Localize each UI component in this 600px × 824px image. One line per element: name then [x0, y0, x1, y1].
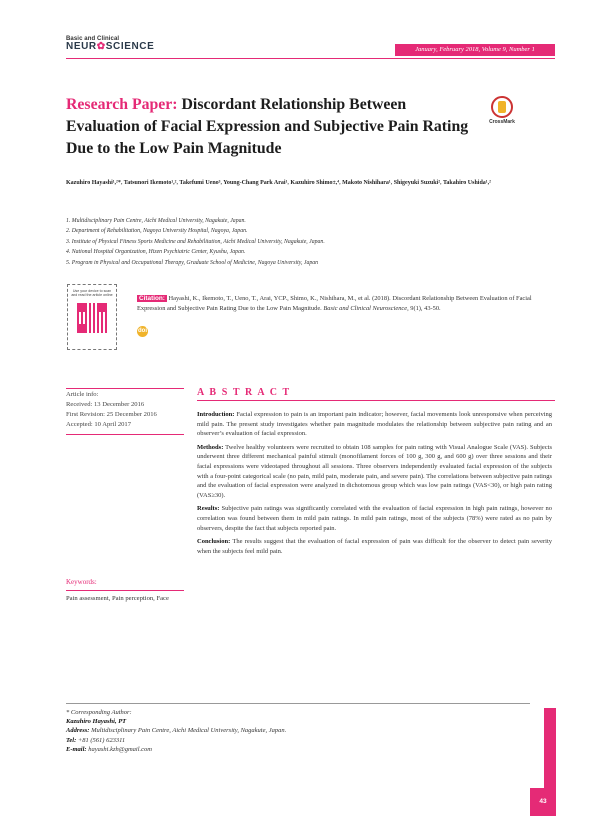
article-info [66, 390, 186, 430]
keywords-text: Pain assessment, Pain perception, Face [66, 595, 169, 602]
abstract-body [197, 410, 552, 560]
crossmark-label: CrossMark [489, 119, 515, 125]
author-name: Kazuhiro Hayashi¹,²* [66, 180, 121, 186]
page-number: 43 [530, 788, 556, 816]
abstract-results [197, 504, 552, 533]
author-name: Kazuhiro Shimo±,⁴ [290, 180, 340, 186]
affiliation-item: 1. Multidisciplinary Pain Centre, Aichi Medical University, Nagakute, Japan. [66, 218, 246, 224]
address-value: Multidisciplinary Pain Centre, Aichi Medical University, Nagakute, Japan. [89, 727, 287, 735]
corresponding-author [66, 708, 506, 754]
doi-icon[interactable]: doi [137, 326, 148, 337]
keywords-heading: Keywords: [66, 578, 97, 586]
section-text: Twelve healthy volunteers were recruited to obtain 108 samples for pain rating with Visual Analogue Scale (VAS). Subjects underwent three different mechanical painful stimuli (monofilament forces of 100 g, 300 g, and 600 g) over three sessions and their facial expressions were videotaped throughout all sessions. Three observers independently evaluated facial expression of the subjects with a four-point categorical scale (no pain, mild pain, moderate pain, and severe pain). The correlations between subjective pain ratings and the evaluation of facial expression were analyzed in dichotomous group which was low pain ratings (VAS<30), or high pain rating (VAS≥30). [197, 443, 552, 499]
section-label: Results: [197, 505, 220, 513]
email-label: E-mail: [66, 745, 87, 753]
corresponding-tel [66, 736, 506, 745]
paper-title [66, 94, 478, 160]
citation-text: Hayashi, K., Ikemoto, T., Ueno, T., Arai, YCP., Shimo, K., Nishihara, M., et al. (2018). Discordant Relationship Between Evaluation of Facial Expression and Subjective Pain Rating Due to the Low Pain Magnitude. [137, 295, 532, 312]
journal-logo-part-1: NEUR [66, 41, 97, 52]
section-text: Facial expression to pain is an important pain indicator; however, facial movements look unresponsive when perceiving mild pain. The present study investigates whether pain magnitude modulates the relationship between subjective pain rating and an observer’s evaluation of facial expression. [197, 411, 552, 438]
author-name: Shigeyuki Suzuki² [393, 180, 441, 186]
author-name: Makoto Nishihara¹ [342, 180, 391, 186]
article-info-bottom-rule [66, 434, 184, 435]
side-accent-bar [544, 708, 556, 788]
qr-box[interactable] [67, 284, 117, 350]
citation-label: Citation: [139, 295, 165, 302]
revision-date: First Revision: 25 December 2016 [66, 411, 157, 418]
crossmark-badge[interactable] [485, 96, 519, 125]
address-label: Address: [66, 727, 90, 735]
qr-caption: Use your device to scan and read the article online [71, 289, 113, 298]
author-name: Tatsunori Ikemoto¹,² [123, 180, 177, 186]
abstract-heading: A B S T R A C T [197, 387, 291, 398]
journal-logo [66, 36, 154, 52]
crossmark-icon [491, 96, 513, 118]
accepted-date: Accepted: 10 April 2017 [66, 421, 132, 428]
author-name: Kazuhiro Hayashi, PT [66, 718, 127, 726]
section-label: Conclusion: [197, 538, 231, 546]
author-name: Young-Chang Park Arai¹ [223, 180, 288, 186]
corresponding-name [66, 717, 506, 726]
corresponding-email [66, 745, 506, 754]
tel-value: +81 (561) 623311 [76, 736, 126, 744]
abstract-conclusion [197, 537, 552, 556]
journal-logo-part-2: SCIENCE [105, 41, 155, 52]
affiliation-list [66, 216, 546, 268]
journal-logo-name [66, 41, 154, 52]
qr-code-icon[interactable] [77, 303, 107, 333]
author-name: Takahiro Ushida¹,² [442, 180, 491, 186]
section-text: Subjective pain ratings was significantly correlated with the evaluation of facial expression in high pain ratings, however no correlation was found between them in mild pain ratings. In mild pain ratings, most of the subjects (78%) were rated as no pain by observers, despite the fact that subjects reported pain. [197, 505, 552, 532]
corresponding-heading: * Corresponding Author: [66, 709, 132, 716]
email-link[interactable]: hayashi.kzh@gmail.com [86, 745, 152, 753]
journal-logo-small: Basic and Clinical [66, 36, 120, 42]
article-info-heading: Article info: [66, 391, 99, 398]
affiliation-item: 2. Department of Rehabilitation, Nagoya University Hospital, Nagoya, Japan. [66, 228, 248, 235]
section-label: Introduction: [197, 411, 235, 418]
issue-band: January, February 2018, Volume 9, Number 1 [395, 44, 555, 56]
paper-title-text: Discordant Relationship Between Evaluation of Facial Expression and Subjective Pain Rating Due to the Low Pain Magnitude [66, 96, 469, 157]
author-list: Kazuhiro Hayashi¹,²*, Tatsunori Ikemoto¹,², Takefumi Ueno³, Young-Chang Park Arai¹, Kazuhiro Shimo±,⁴, Makoto Nishihara¹, Shigeyuki Suzuki², Takahiro Ushida¹,² [66, 180, 491, 186]
received-date: Received: 13 December 2016 [66, 401, 145, 408]
corresponding-address [66, 726, 506, 735]
affiliation-item: 5. Program in Physical and Occupational Therapy, Graduate School of Medicine, Nagoya University, Japan [66, 259, 319, 266]
corresponding-rule [66, 703, 530, 704]
paper-type-label: Research Paper: [66, 96, 178, 113]
citation-pages: 9(1), 43-50. [408, 304, 441, 312]
tel-label: Tel: [66, 736, 77, 744]
citation-block [137, 294, 537, 313]
journal-logo-flower-icon: ✿ [96, 41, 106, 52]
affiliation-item: 3. Institute of Physical Fitness Sports Medicine and Rehabilitation, Aichi Medical University, Nagakute, Japan. [66, 238, 325, 245]
header-rule [66, 58, 555, 59]
section-label: Methods: [197, 443, 224, 451]
abstract-introduction [197, 410, 552, 439]
abstract-methods [197, 443, 552, 501]
section-text: The results suggest that the evaluation of facial expression of pain was difficult for the observer to detect pain severity when the subjects feel mild pain. [197, 538, 552, 555]
abstract-rule [197, 400, 555, 401]
article-info-top-rule [66, 388, 184, 389]
author-name: Takefumi Ueno³ [179, 180, 221, 186]
citation-journal: Basic and Clinical Neuroscience, [323, 304, 409, 312]
keywords-rule [66, 590, 184, 591]
affiliation-item: 4. National Hospital Organization, Hizen Psychiatric Center, Kyushu, Japan. [66, 249, 246, 256]
